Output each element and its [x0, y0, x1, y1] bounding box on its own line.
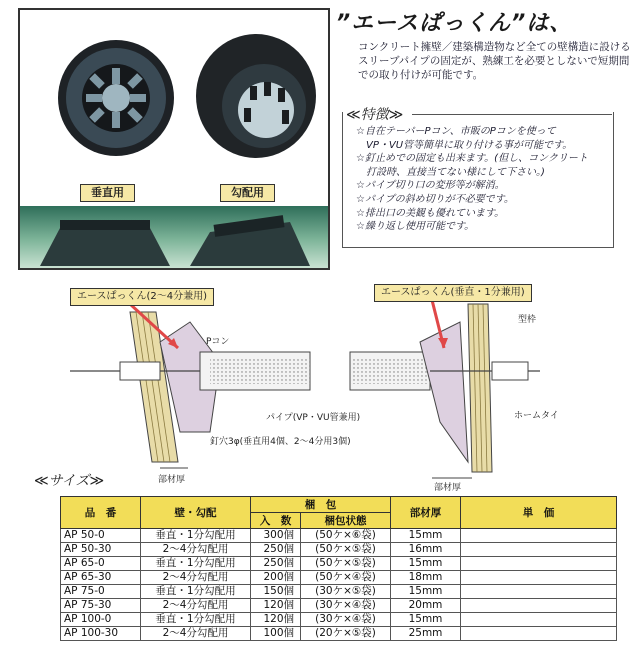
header-code: 品 番	[61, 497, 141, 529]
feature-item: 打設時、直接当てない様にして下さい。)	[356, 166, 545, 178]
cell-price	[461, 613, 617, 627]
label-hometai: ホームタイ	[514, 411, 559, 421]
photo-label-vertical: 垂直用	[80, 184, 135, 202]
table-row	[61, 557, 617, 571]
features-list	[356, 125, 618, 234]
table-row	[61, 613, 617, 627]
cell-pack: (50ケ×⑥袋)	[301, 529, 391, 543]
cell-pack: (30ケ×⑤袋)	[301, 585, 391, 599]
table-row	[61, 627, 617, 641]
feature-item: ☆繰り返し使用可能です。	[356, 221, 475, 233]
cell-code: AP 65-30	[61, 571, 141, 585]
photo-label-slope: 勾配用	[220, 184, 275, 202]
cell-code: AP 50-0	[61, 529, 141, 543]
cell-qty: 120個	[251, 613, 301, 627]
cell-price	[461, 557, 617, 571]
label-pcon: Pコン	[206, 337, 230, 347]
table-row	[61, 599, 617, 613]
cell-qty: 300個	[251, 529, 301, 543]
vertical-type-product-image	[58, 40, 174, 156]
cell-thickness: 16mm	[391, 543, 461, 557]
feature-item: ☆釘止めでの固定も出来ます。(但し、コンクリート	[356, 153, 588, 165]
feature-item: ☆排出口の美観も優れています。	[356, 207, 505, 219]
cell-thickness: 15mm	[391, 557, 461, 571]
feature-item: ☆パイプ切り口の変形等が解消。	[356, 180, 505, 192]
cell-pack: (50ケ×⑤袋)	[301, 557, 391, 571]
cell-price	[461, 529, 617, 543]
product-side-view-illustration	[20, 206, 328, 268]
table-row	[61, 585, 617, 599]
cell-use: 2～4分勾配用	[141, 571, 251, 585]
cell-price	[461, 571, 617, 585]
size-table	[60, 496, 617, 641]
cell-pack: (50ケ×④袋)	[301, 571, 391, 585]
cell-qty: 100個	[251, 627, 301, 641]
cell-thickness: 15mm	[391, 529, 461, 543]
header-thickness: 部材厚	[391, 497, 461, 529]
cell-use: 垂直・1分勾配用	[141, 585, 251, 599]
label-pipe: パイプ(VP・VU管兼用)	[266, 413, 361, 423]
header-state: 梱包状態	[301, 513, 391, 529]
feature-item: ☆パイプの斜め切りが不必要です。	[356, 193, 514, 205]
cell-use: 2～4分勾配用	[141, 627, 251, 641]
cell-price	[461, 585, 617, 599]
table-row	[61, 543, 617, 557]
cell-qty: 150個	[251, 585, 301, 599]
feature-item: ☆自在テーパーPコン、市販のPコンを使って	[356, 126, 556, 137]
cell-code: AP 100-0	[61, 613, 141, 627]
label-kugiana: 釘穴3φ(垂直用4個、2～4分用3個)	[210, 437, 351, 447]
product-photo-top	[20, 10, 328, 206]
cell-use: 垂直・1分勾配用	[141, 529, 251, 543]
table-row	[61, 571, 617, 585]
feature-item: VP・VU管等簡単に取り付ける事が可能です。	[356, 139, 573, 151]
cell-code: AP 75-0	[61, 585, 141, 599]
cell-pack: (30ケ×④袋)	[301, 613, 391, 627]
header-use: 壁・勾配	[141, 497, 251, 529]
cell-thickness: 15mm	[391, 585, 461, 599]
callout-right: エースぱっくん(垂直・1分兼用)	[374, 284, 532, 302]
page-title: ”エースぱっくん”は、	[336, 11, 573, 36]
cell-use: 2～4分勾配用	[141, 599, 251, 613]
slope-type-product-image	[196, 34, 316, 158]
cell-code: AP 75-30	[61, 599, 141, 613]
cell-code: AP 50-30	[61, 543, 141, 557]
product-photo-illustration	[20, 10, 328, 206]
cell-price	[461, 543, 617, 557]
cell-code: AP 65-0	[61, 557, 141, 571]
product-photo-bottom	[20, 206, 328, 268]
cell-price	[461, 627, 617, 641]
label-buzai-left: 部材厚	[158, 475, 186, 485]
cell-thickness: 15mm	[391, 613, 461, 627]
cell-thickness: 20mm	[391, 599, 461, 613]
header-price: 単 価	[461, 497, 617, 529]
cell-price	[461, 599, 617, 613]
features-heading: ≪特徴≫	[346, 104, 407, 124]
cell-qty: 120個	[251, 599, 301, 613]
intro-text: コンクリート擁壁／建築構造物など全ての壁構造に設けるスリーブパイプの固定が、熟練工を必要としないで短期間での取り付けが可能です。	[358, 41, 631, 81]
installation-diagram	[60, 282, 560, 492]
cell-use: 垂直・1分勾配用	[141, 613, 251, 627]
size-heading: ≪サイズ≫	[34, 473, 105, 489]
cell-use: 垂直・1分勾配用	[141, 557, 251, 571]
header-packing: 梱 包	[251, 497, 391, 513]
cell-pack: (20ケ×⑤袋)	[301, 627, 391, 641]
cell-pack: (30ケ×④袋)	[301, 599, 391, 613]
table-row	[61, 529, 617, 543]
cell-code: AP 100-30	[61, 627, 141, 641]
cell-qty: 200個	[251, 571, 301, 585]
cell-pack: (50ケ×⑤袋)	[301, 543, 391, 557]
features-rule	[412, 114, 612, 115]
cell-thickness: 25mm	[391, 627, 461, 641]
label-buzai-right: 部材厚	[434, 483, 462, 493]
cell-qty: 250個	[251, 543, 301, 557]
cell-qty: 250個	[251, 557, 301, 571]
callout-left: エースぱっくん(2～4分兼用)	[70, 288, 214, 306]
header-qty: 入 数	[251, 513, 301, 529]
cell-thickness: 18mm	[391, 571, 461, 585]
cell-use: 2～4分勾配用	[141, 543, 251, 557]
label-katawaku: 型枠	[518, 315, 537, 325]
product-photo-panel	[18, 8, 330, 270]
diagram-drawing	[60, 282, 560, 492]
